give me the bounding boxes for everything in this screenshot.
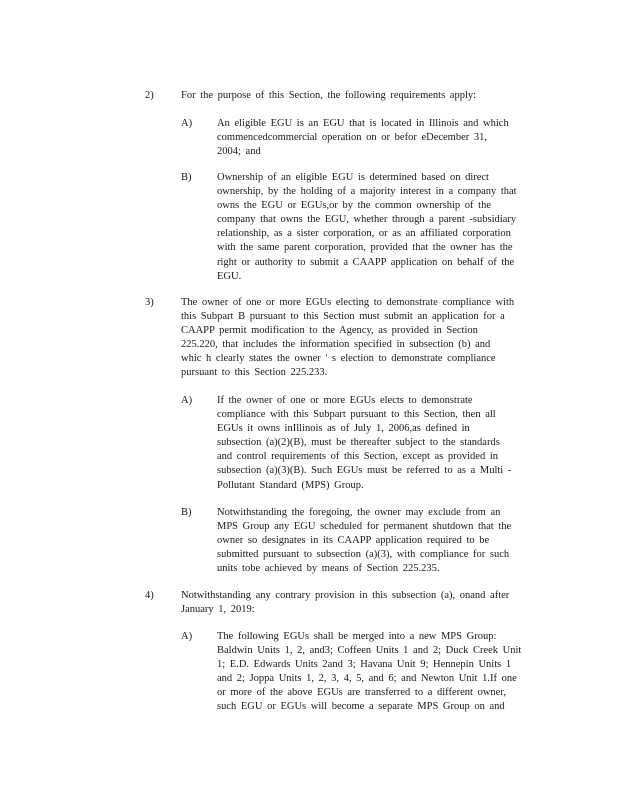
- subitem-letter: A): [181, 118, 193, 129]
- text-line: commencedcommercial operation on or befor eDecember 31,: [217, 132, 488, 144]
- text-line: company that owns the EGU, whether through a parent -subsidiary: [217, 214, 517, 226]
- item-text: [181, 296, 535, 381]
- subitem-text: [217, 394, 535, 493]
- text-line: owns the EGU or EGUs,or by the common ownership of the: [217, 200, 491, 212]
- text-line: Pollutant Standard (MPS) Group.: [217, 479, 364, 491]
- subitem-text: [217, 171, 533, 284]
- text-line: subsection (a)(2)(B), must be thereafter subject to the standards: [217, 437, 500, 449]
- subitem-text: [217, 117, 533, 159]
- text-line: 1; E.D. Edwards Units 2and 3; Havana Unit 9; Hennepin Units 1: [217, 659, 512, 671]
- text-line: with the same parent corporation, provided that the owner has the: [217, 242, 513, 254]
- text-line: compliance with this Subpart pursuant to this Section, then all: [217, 409, 496, 421]
- item-number: 3): [145, 297, 154, 308]
- text-line: or more of the above EGUs are transferred to a different owner,: [217, 687, 507, 699]
- text-line: EGUs it owns inIllinois as of July 1, 2006,as defined in: [217, 423, 470, 435]
- text-line: Notwithstanding any contrary provision in this subsection (a), onand after: [181, 590, 510, 601]
- text-line: right or authority to submit a CAAPP application on behalf of the: [217, 256, 515, 268]
- text-line: subsection (a)(3)(B). Such EGUs must be referred to as a Multi -: [217, 465, 512, 477]
- subitem-text: [217, 506, 535, 576]
- text-line: January 1, 2019:: [181, 604, 255, 616]
- text-line: owner so designates in its CAAPP application required to be: [217, 535, 490, 547]
- text-line: 225.220, that includes the information specified in subsection (b) and: [181, 339, 491, 351]
- text-line: and 2; Joppa Units 1, 2, 3, 4, 5, and 6; and Newton Unit 1.If one: [217, 673, 517, 685]
- text-line: For the purpose of this Section, the following requirements apply:: [181, 90, 477, 101]
- text-line: Baldwin Units 1, 2, and3; Coffeen Units 1 and 2; Duck Creek Unit: [217, 645, 522, 657]
- subitem-letter: B): [181, 172, 192, 183]
- subitem-letter: B): [181, 507, 192, 518]
- text-line: this Subpart B pursuant to this Section must submit an application for a: [181, 311, 505, 323]
- text-line: ownership, by the holding of a majority interest in a company that: [217, 186, 517, 198]
- item-text: [181, 89, 531, 103]
- text-line: and control requirements of this Section, except as provided in: [217, 451, 499, 463]
- text-line: pursuant to this Section 225.233.: [181, 367, 328, 379]
- text-line: relationship, as a sister corporation, or as an affiliated corporation: [217, 228, 511, 240]
- text-line: units tobe achieved by means of Section 225.235.: [217, 563, 440, 575]
- text-line: CAAPP permit modification to the Agency, as provided in Section: [181, 325, 478, 337]
- text-line: EGU.: [217, 270, 242, 282]
- text-line: An eligible EGU is an EGU that is located in Illinois and which: [217, 118, 509, 129]
- item-number: 4): [145, 590, 154, 601]
- item-text: [181, 589, 535, 617]
- subitem-letter: A): [181, 631, 193, 642]
- text-line: whic h clearly states the owner ' s election to demonstrate compliance: [181, 353, 496, 365]
- item-number: 2): [145, 90, 154, 101]
- text-line: submitted pursuant to subsection (a)(3), with compliance for such: [217, 549, 510, 561]
- text-line: such EGU or EGUs will become a separate MPS Group on and: [217, 701, 505, 713]
- text-line: The owner of one or more EGUs electing to demonstrate compliance with: [181, 297, 515, 308]
- text-line: Ownership of an eligible EGU is determined based on direct: [217, 172, 489, 183]
- text-line: Notwithstanding the foregoing, the owner may exclude from an: [217, 507, 501, 518]
- subitem-letter: A): [181, 395, 193, 406]
- text-line: MPS Group any EGU scheduled for permanent shutdown that the: [217, 521, 512, 533]
- subitem-text: [217, 630, 535, 715]
- text-line: The following EGUs shall be merged into a new MPS Group:: [217, 631, 497, 642]
- text-line: If the owner of one or more EGUs elects to demonstrate: [217, 395, 473, 406]
- text-line: 2004; and: [217, 146, 261, 158]
